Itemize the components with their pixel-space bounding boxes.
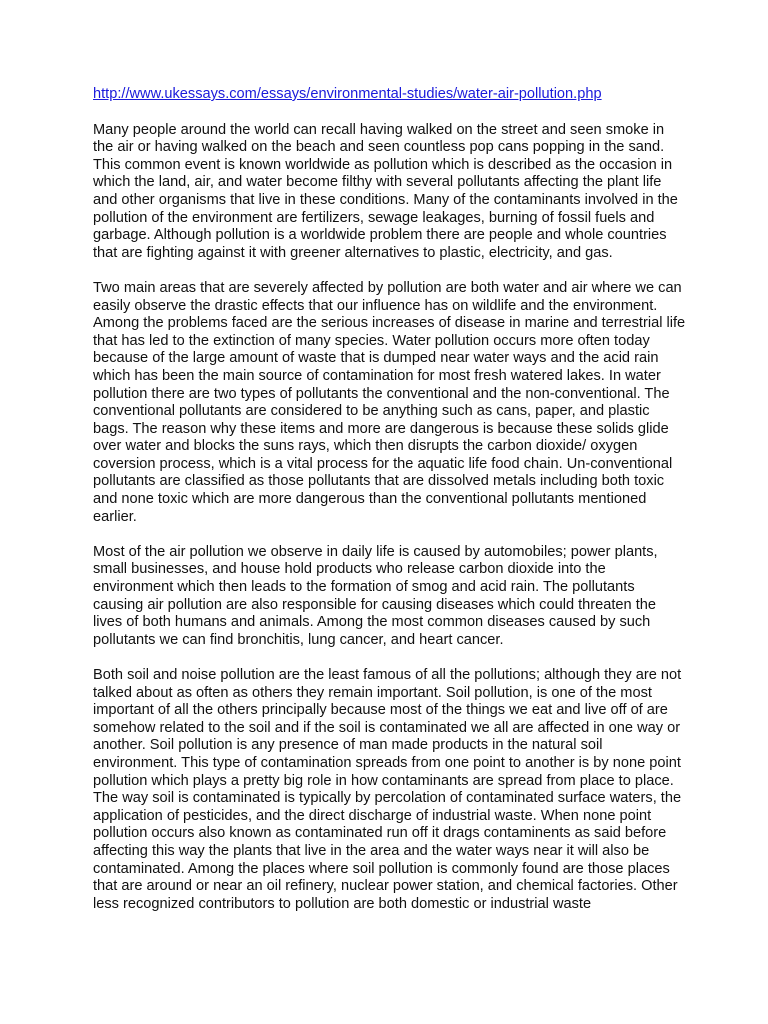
paragraph-soil-noise: Both soil and noise pollution are the least famous of all the pollutions; although they are not talked about as often as others they remain important. Soil pollution, is one of the most important of all the others principally because most of the things we eat and live off of are somehow related to the soil and if the soil is contaminated we all are affected in one way or another. Soil pollution is any presence of man made products in the natural soil environment. This type of contamination spreads from one point to another is by none point pollution which plays a pretty big role in how contaminants are spread from place to place. The way soil is contaminated is typically by percolation of contaminated surface waters, the application of pesticides, and the direct discharge of industrial waste. When none point pollution occurs also known as contaminated run off it drags contaminents as said before affecting this way the plants that live in the area and the water ways near it will also be contaminated. Among the places where soil pollution is commonly found are those places that are around or near an oil refinery, nuclear power station, and chemical factories. Other less recognized contributors to pollution are both domestic or industrial waste <box>93 667 682 912</box>
paragraph-air-pollution: Most of the air pollution we observe in daily life is caused by automobiles; power plants, small businesses, and house hold products who release carbon dioxide into the environment which then leads to the formation of smog and acid rain. The pollutants causing air pollution are also responsible for causing diseases which could threaten the lives of both humans and animals. Among the most common diseases caused by such pollutants we can find bronchitis, lung cancer, and heart cancer. <box>93 543 658 648</box>
document-page <box>93 86 687 931</box>
paragraph-water-air: Two main areas that are severely affected by pollution are both water and air where we can easily observe the drastic effects that our influence has on wildlife and the environment. Among the problems faced are the serious increases of disease in marine and terrestrial life that has led to the extinction of many species. Water pollution occurs more often today because of the large amount of waste that is dumped near water ways and the acid rain which has been the main source of contamination for most fresh watered lakes. In water pollution there are two types of pollutants the conventional and the non-conventional. The conventional pollutants are considered to be anything such as cans, paper, and plastic bags. The reason why these items and more are dangerous is because these solids glide over water and blocks the suns rays, which then disrupts the carbon dioxide/ oxygen coversion process, which is a vital process for the aquatic life food chain. Un-conventional pollutants are classified as those pollutants that are dissolved metals including both toxic and none toxic which are more dangerous than the conventional pollutants mentioned earlier. <box>93 279 686 525</box>
source-url-link[interactable]: http://www.ukessays.com/essays/environmental-studies/water-air-pollution.php <box>93 86 602 102</box>
paragraph-intro: Many people around the world can recall having walked on the street and seen smoke in the air or having walked on the beach and seen countless pop cans popping in the sand. This common event is known worldwide as pollution which is described as the occasion in which the land, air, and water become filthy with several pollutants affecting the plant life and other organisms that live in these conditions. Many of the contaminants involved in the pollution of the environment are fertilizers, sewage leakages, burning of fossil fuels and garbage. Although pollution is a worldwide problem there are people and whole countries that are fighting against it with greener alternatives to plastic, electricity, and gas. <box>93 121 678 261</box>
